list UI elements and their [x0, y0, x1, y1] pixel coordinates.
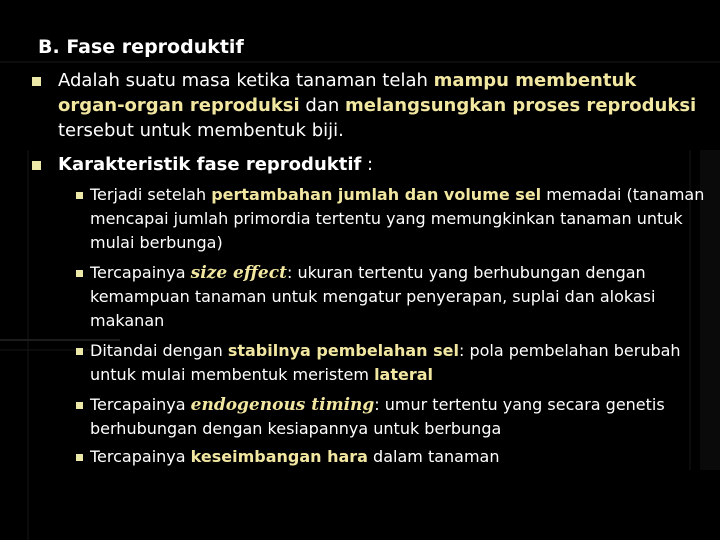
square-bullet-icon [32, 161, 41, 170]
sub-bullet-5 [90, 445, 710, 469]
highlight-text: mampu membentuk organ-organ reproduksi [58, 70, 637, 116]
highlight-italic-text: endogenous timing [190, 395, 375, 415]
square-bullet-icon [76, 270, 83, 277]
sub-text: : umur tertentu yang secara genetis berhubungan dengan kesiapannya untuk berbunga [90, 395, 665, 438]
square-bullet-icon [76, 402, 83, 409]
sub-text: memadai (tanaman mencapai jumlah primordia tertentu yang memungkinkan tanaman untuk mulai berbunga) [90, 185, 705, 252]
sub-text: Terjadi setelah [90, 185, 212, 204]
sub-bullet-3 [90, 339, 710, 387]
square-bullet-icon [76, 348, 83, 355]
sub-bullet-4 [90, 393, 710, 441]
sub-text: Tercapainya [90, 263, 191, 282]
bullet-characteristics [58, 152, 708, 177]
square-bullet-icon [76, 192, 83, 199]
highlight-text: lateral [374, 365, 434, 384]
highlight-text: stabilnya pembelahan sel [227, 341, 459, 360]
highlight-text: pertambahan jumlah dan volume sel [211, 185, 542, 204]
bullet-heading: Karakteristik fase reproduktif [58, 154, 362, 175]
sub-text: dalam tanaman [367, 447, 500, 466]
square-bullet-icon [76, 454, 83, 461]
sub-text: Tercapainya [90, 395, 191, 414]
sub-text: Tercapainya [90, 447, 191, 466]
bullet-suffix: : [361, 154, 374, 175]
bullet-text: Adalah suatu masa ketika tanaman telah [58, 70, 434, 91]
sub-bullet-1 [90, 183, 710, 255]
sub-bullet-2 [90, 261, 710, 333]
bullet-text: tersebut untuk membentuk biji. [58, 120, 344, 141]
bullet-text: dan [299, 95, 345, 116]
highlight-italic-text: size effect [190, 263, 287, 283]
sub-text: Ditandai dengan [90, 341, 228, 360]
highlight-text: keseimbangan hara [190, 447, 368, 466]
slide-title: B. Fase reproduktif [38, 36, 244, 58]
sub-text: : ukuran tertentu yang berhubungan dengan kemampuan tanaman untuk mengatur penyerapan, suplai dan alokasi makanan [90, 263, 656, 330]
sub-text: : pola pembelahan berubah untuk mulai membentuk meristem [90, 341, 681, 384]
square-bullet-icon [32, 77, 41, 86]
bullet-definition [58, 68, 708, 143]
highlight-text: melangsungkan proses reproduksi [345, 95, 697, 116]
